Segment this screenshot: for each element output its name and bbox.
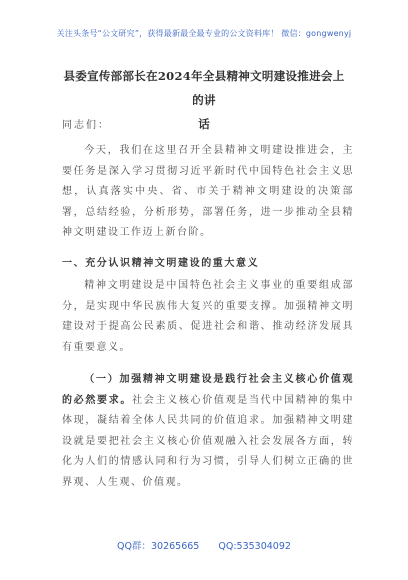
subsection-1-text: 社会主义核心价值观是当代中国精神的集中体现，凝结着全体人民共同的价值追求。加强精神文明建设就是要把社会主义核心价值观融入社会发展各方面，转化为人们的情感认同和行为习惯，引导人们树立正确的世界观、人生观、价值观。 xyxy=(62,394,354,488)
paragraph-1 xyxy=(62,141,354,244)
footer-qq-group[interactable]: QQ群：30265665 xyxy=(117,541,200,552)
header-banner[interactable]: 关注头条号“公文研究”，获得最新最全最专业的公文资料库！ 微信：gongwenyj xyxy=(56,29,352,38)
paragraph-1-text: 今天，我们在这里召开全县精神文明建设推进会，主要任务是深入学习贯彻习近平新时代中国特色社会主义思想，认真落实中央、省、市关于精神文明建设的决策部署，总结经验，分析形势，部署任务，进一步推动全县精神文明建设工作迈上新台阶。 xyxy=(62,145,354,238)
title-line-2: 话 xyxy=(198,117,210,131)
paragraph-2-text: 精神文明建设是中国特色社会主义事业的重要组成部分，是实现中华民族伟大复兴的重要支撑。加强精神文明建设对于提高公民素质、促进社会和谐、推动经济发展具有重要意义。 xyxy=(62,280,354,353)
paragraph-2 xyxy=(62,276,354,358)
footer-qq[interactable]: QQ:535304092 xyxy=(218,541,291,552)
subsection-1 xyxy=(62,370,354,493)
title-line-1: 县委宣传部部长在2024年全县精神文明建设推进会上的讲 xyxy=(63,69,345,107)
salutation: 同志们： xyxy=(62,120,110,131)
section-heading-1: 一、充分认识精神文明建设的重大意义 xyxy=(62,258,260,269)
subsection-1-heading: （一）加强精神文明建设是践行社会主义核心价值观的必然要求。 xyxy=(62,374,354,406)
footer-contact xyxy=(0,538,408,552)
